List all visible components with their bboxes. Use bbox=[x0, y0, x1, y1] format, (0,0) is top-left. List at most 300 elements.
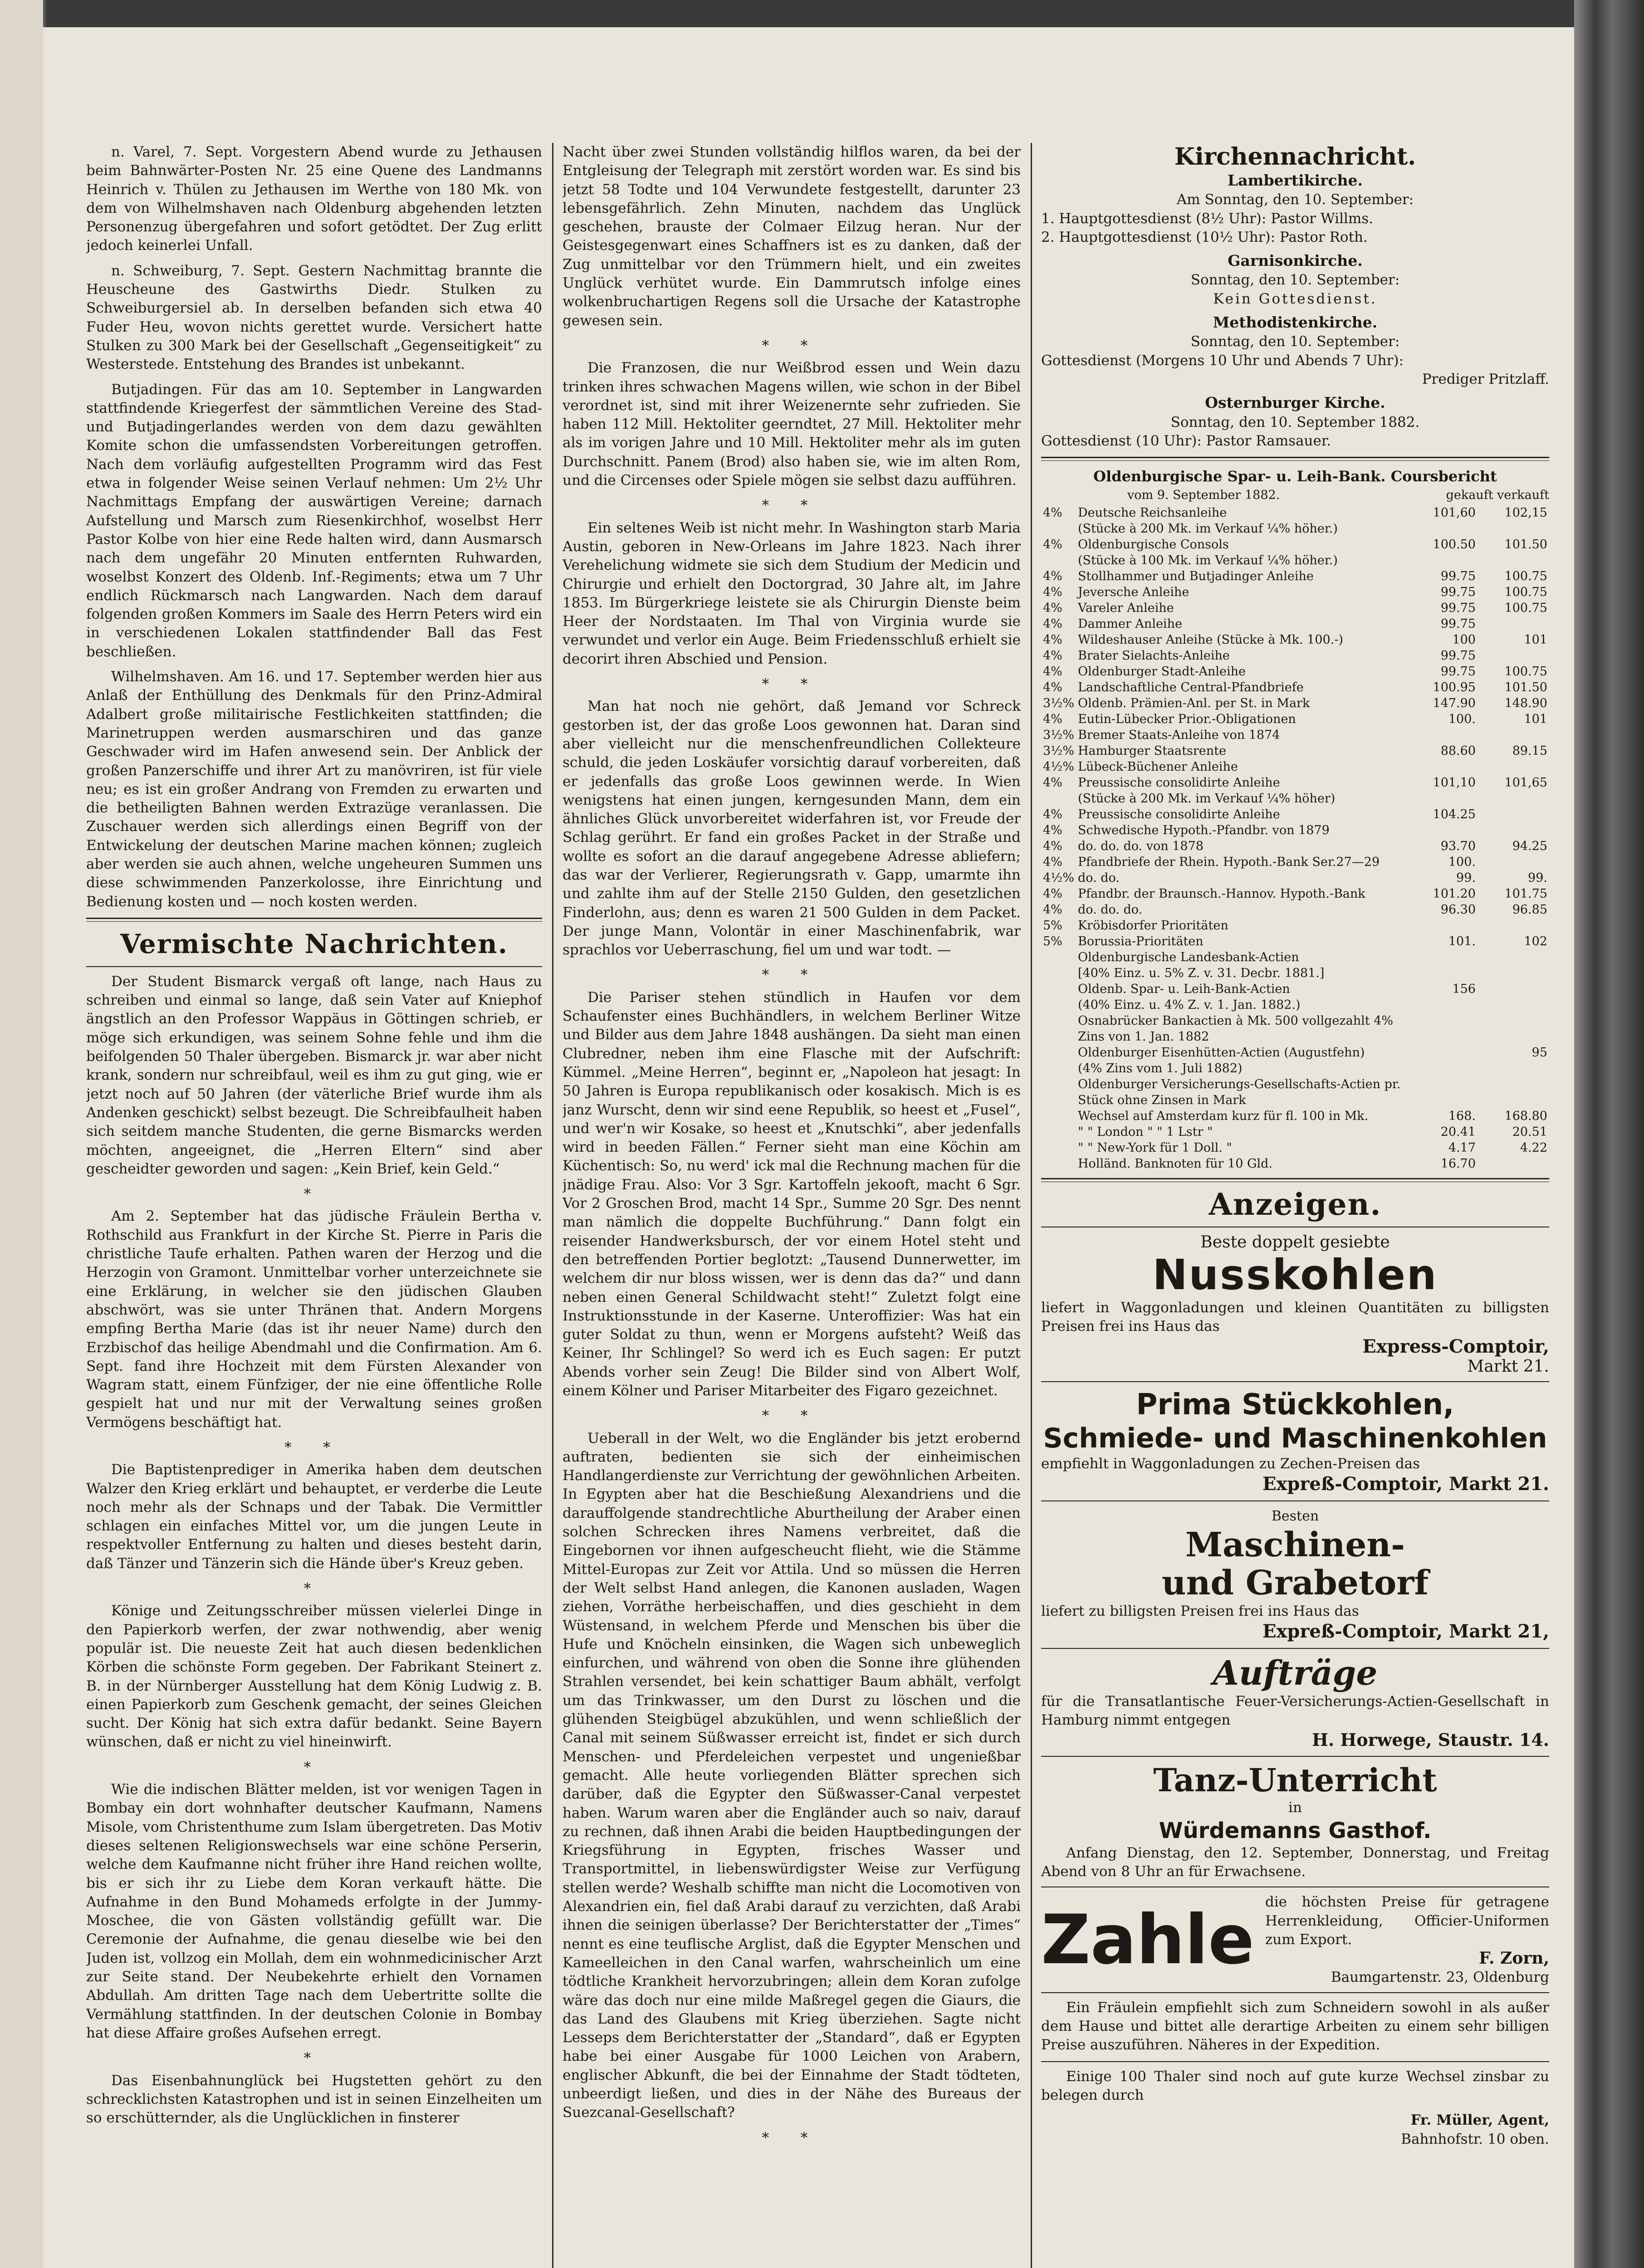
kurs-sell: 94.25 bbox=[1512, 839, 1547, 853]
article-walzer: Die Baptistenprediger in Amerika haben dem deutschen Walzer den Krieg erklärt und behauptet, er verderbe die Leute noch mehr als der Schnaps und der Tabak. Die Vermittler schlagen ein einfaches Mittel vor, um die jungen Leute in respektvoller Entfernung zu halten und dieses besteht darin, daß Tänzer und Tänzerin sich die Hände über's Kreuz geben. bbox=[86, 1461, 542, 1572]
kurs-sell bbox=[1478, 854, 1549, 870]
kurs-row bbox=[1041, 743, 1549, 759]
kurs-sell bbox=[1478, 965, 1549, 981]
kurs-buy bbox=[1406, 822, 1478, 838]
kurs-sell: 101.50 bbox=[1504, 537, 1547, 552]
kurs-row bbox=[1041, 1108, 1549, 1124]
kurs-buy: 101,60 bbox=[1433, 505, 1476, 520]
ad3-top: Besten bbox=[1271, 1508, 1319, 1525]
ad4-headline: Aufträge bbox=[1213, 1653, 1378, 1693]
kurs-rate: 4% bbox=[1043, 505, 1062, 520]
kurs-sell bbox=[1478, 1061, 1549, 1076]
kurs-rate bbox=[1041, 521, 1076, 537]
kurs-row bbox=[1041, 1140, 1549, 1156]
ad5-headline: Tanz-Unterricht bbox=[1153, 1761, 1437, 1799]
kurs-rate: 3½% bbox=[1043, 743, 1075, 758]
kurs-security: Pfandbr. der Braunsch.-Hannov. Hypoth.-Bank bbox=[1078, 886, 1365, 901]
kurs-sell: 100.75 bbox=[1504, 664, 1547, 679]
ad3-headline-2: und Grabetorf bbox=[1161, 1563, 1429, 1603]
kurs-security: Preussische consolidirte Anleihe bbox=[1078, 807, 1280, 821]
article-varel: n. Varel, 7. Sept. Vorgestern Abend wurde zu Jethausen beim Bahnwärter-Posten Nr. 25 eine Quene des Landmanns Heinrich v. Thülen zu Jethausen im Werthe von 180 Mk. von dem von Wilhelmshaven nach Oldenburg abgehenden letzten Personenzug übergefahren und sofort getödtet. Der Zug erlitt jedoch keinerlei Unfall. bbox=[86, 144, 542, 254]
kurs-header-buy: gekauft bbox=[1446, 488, 1493, 503]
article-separator: * * bbox=[762, 676, 822, 693]
kurs-sell: 168.80 bbox=[1504, 1109, 1547, 1123]
kurs-security: Oldenb. Prämien-Anl. per St. in Mark bbox=[1078, 696, 1310, 710]
kurs-rate bbox=[1041, 1092, 1076, 1108]
adjacent-page-edge bbox=[0, 0, 46, 2268]
kurs-rate bbox=[1041, 949, 1076, 965]
kurs-security: Schwedische Hypoth.-Pfandbr. von 1879 bbox=[1078, 823, 1330, 837]
church-garnison: Garnisonkirche. bbox=[1228, 252, 1363, 270]
kurs-row bbox=[1041, 695, 1549, 711]
kurs-sell: 89.15 bbox=[1512, 743, 1547, 758]
kurs-security: do. do. do. bbox=[1078, 902, 1143, 917]
kurs-buy bbox=[1406, 759, 1478, 775]
kurs-row bbox=[1041, 711, 1549, 727]
article-separator: * * bbox=[762, 2129, 822, 2146]
divider bbox=[1041, 1381, 1549, 1382]
kurs-sell: 101,65 bbox=[1504, 775, 1547, 790]
kurs-rate bbox=[1041, 1045, 1076, 1061]
kurs-rate bbox=[1041, 1029, 1076, 1045]
kurs-buy: 99.75 bbox=[1440, 569, 1476, 583]
kurs-sell: 20.51 bbox=[1512, 1124, 1547, 1139]
ad8-firm: Fr. Müller, Agent, bbox=[1410, 2112, 1549, 2129]
kurs-buy: 16.70 bbox=[1440, 1156, 1476, 1171]
kurs-rate bbox=[1041, 997, 1076, 1013]
kurs-sell bbox=[1478, 791, 1549, 807]
kurs-sell: 101 bbox=[1524, 712, 1547, 726]
kurs-row bbox=[1041, 759, 1549, 775]
article-schweiburg: n. Schweiburg, 7. Sept. Gestern Nachmittag brannte die Heuscheune des Gastwirths Diedr. Stulken zu Schweiburgersiel ab. In derselben befanden sich etwa 40 Fuder Heu, wovon nichts gerettet wurde. Versichert hatte Stulken zu 300 Mark bei der Gesellschaft „Gegenseitigkeit“ zu Westerstede. Entstehung des Brandes ist unbekannt. bbox=[86, 262, 542, 373]
kurs-security: Zins von 1. Jan. 1882 bbox=[1078, 1029, 1209, 1044]
church-lamberti: Lambertikirche. bbox=[1227, 171, 1363, 189]
section-divider bbox=[1041, 457, 1549, 461]
kurs-buy: 101,10 bbox=[1433, 775, 1476, 790]
kurs-security: do. do. bbox=[1078, 870, 1120, 885]
article-separator: * bbox=[303, 2050, 325, 2067]
kurs-title: Oldenburgische Spar- u. Leih-Bank. Coursbericht bbox=[1093, 468, 1497, 485]
kurs-rate bbox=[1041, 1156, 1076, 1172]
kurs-buy bbox=[1406, 1061, 1478, 1076]
kurs-buy: 4.17 bbox=[1448, 1140, 1476, 1155]
kurs-row bbox=[1041, 934, 1549, 949]
kurs-table bbox=[1041, 505, 1549, 1172]
kurs-sell bbox=[1478, 1156, 1549, 1172]
church-methodist-preacher: Prediger Pritzlaff. bbox=[1422, 371, 1549, 387]
kurs-security: Dammer Anleihe bbox=[1078, 616, 1182, 631]
kurs-rate: 3½% bbox=[1043, 728, 1075, 742]
kurs-security: Hamburger Staatsrente bbox=[1078, 743, 1226, 758]
kurs-sell bbox=[1478, 616, 1549, 632]
church-osternburg-date: Sonntag, den 10. September 1882. bbox=[1170, 414, 1420, 430]
kurs-rate: 5% bbox=[1043, 918, 1062, 933]
kurs-sell: 99. bbox=[1528, 870, 1547, 885]
kurs-rate: 4% bbox=[1043, 680, 1062, 694]
kurs-buy bbox=[1406, 1013, 1478, 1029]
kurs-buy bbox=[1406, 918, 1478, 934]
article-separator: * bbox=[303, 1186, 325, 1202]
kurs-rate: 5% bbox=[1043, 934, 1062, 948]
kurs-buy bbox=[1406, 1076, 1478, 1092]
ad6-headline: Zahle bbox=[1041, 1900, 1254, 1980]
kurs-row bbox=[1041, 870, 1549, 886]
kurs-row bbox=[1041, 584, 1549, 600]
kurs-sell: 148.90 bbox=[1504, 696, 1547, 710]
ad1-headline: Nusskohlen bbox=[1152, 1251, 1438, 1300]
ad1-firm: Express-Comptoir, bbox=[1362, 1335, 1549, 1357]
kurs-security: Oldenb. Spar- u. Leih-Bank-Actien bbox=[1078, 982, 1290, 996]
church-lamberti-service-2: 2. Hauptgottesdienst (10½ Uhr): Pastor Roth. bbox=[1041, 229, 1368, 245]
kurs-row bbox=[1041, 664, 1549, 679]
ad4-firm: H. Horwege, Staustr. 14. bbox=[1311, 1730, 1549, 1750]
kurs-sell bbox=[1478, 981, 1549, 997]
kurs-sell bbox=[1478, 1013, 1549, 1029]
kurs-buy: 100. bbox=[1448, 712, 1476, 726]
church-garnison-text: Kein Gottesdienst. bbox=[1213, 290, 1377, 307]
kurs-sell: 96.85 bbox=[1512, 902, 1547, 917]
church-osternburg-text: Gottesdienst (10 Uhr): Pastor Ramsauer. bbox=[1041, 432, 1331, 449]
ad8-text: Einige 100 Thaler sind noch auf gute kurze Wechsel zinsbar zu belegen durch bbox=[1041, 2068, 1549, 2103]
kurs-row bbox=[1041, 568, 1549, 584]
article-separator: * bbox=[303, 1759, 325, 1775]
kurs-date: vom 9. September 1882. bbox=[1127, 488, 1280, 503]
article-englaender: Ueberall in der Welt, wo die Engländer bis jetzt erobernd auftraten, bedienten sie sich der einheimischen Handlangerdienste zur Verrichtung der gewöhnlichen Arbeiten. In Egypten aber hat die Beschießung Alexandriens und die darauffolgende standrechtliche Aburtheilung der Araber einen solchen Schrecken ihres Namens verbreitet, daß die Eingebornen vor ihnen aufgescheucht flieht, wie die Stämme Mittel-Europas zur Zeit vor Attila. Und so müssen die Herren der Welt selbst Hand anlegen, die Kanonen ausladen, Wagen ziehen, Vorräthe herbeischaffen, und dies geschieht in dem Wüstensand, in welchem Pferde und Menschen bis über die Hufe und Knöcheln einsinken, die Wagen sich unbeweglich einfurchen, und während von oben die Sonne ihre glühenden Strahlen versendet, bei kein schattiger Baum abhält, verfolgt um das Trinkwasser, um den Durst zu löschen und die glühenden Steigbügel abzukühlen, und wenn schließlich der Canal mit seinem Süßwasser erreicht ist, findet er sich durch Menschen- und Pferdeleichen verpestet und ungenießbar gemacht. Alle heute vorliegenden Blätter sprechen sich darüber, daß die Egypter den Süßwasser-Canal verpestet haben. Warum waren aber die Engländer auch so naiv, darauf zu rechnen, daß ihnen Arabi die beiden Hauptbedingungen der Kriegsführung in Egypten, frisches Wasser und Transportmittel, in liebenswürdigster Weise zur Verfügung stellen werde? Weshalb schiffte man nicht die Locomotiven von Alexandrien ein, fiel daß Arabi darauf zu verzichten, daß Arabi ihnen die seinigen überlasse? Der Berichterstatter der „Times“ nennt es eine teuflische Arglist, daß die Egypter Menschen und Kameelleichen in den Canal warfen, wahrscheinlich um eine tödtliche Krankheit hervorzubringen; allein dem Koran zufolge wäre das doch nur eine milde Maßregel gegen die Giaurs, die das Land des Glaubens mit Krieg überziehen. Sagte nicht Lesseps dem Berichterstatter der „Standard“, daß er Egypten habe bei einer Ausgabe für 1000 Leichen von Arabern, englischer Abkunft, die bei der Einnahme der Stadt tödteten, unbeerdigt ließen, und dies in der Nähe des Bureaus der Suezcanal-Gesellschaft? bbox=[563, 1430, 1021, 2121]
kurs-row bbox=[1041, 632, 1549, 648]
kurs-rate: 4% bbox=[1043, 632, 1062, 647]
kurs-buy: 99.75 bbox=[1440, 648, 1476, 663]
kurs-row bbox=[1041, 791, 1549, 807]
kurs-row bbox=[1041, 775, 1549, 791]
article-papierkorb: Könige und Zeitungsschreiber müssen vielerlei Dinge in den Papierkorb werfen, der zwar nothwendig, aber wenig populär ist. Die neueste Zeit hat auch diesen bedenklichen Körben die schönste Form gegeben. Der Fabrikant Steinert z. B. in der Nürnberger Ausstellung hat dem König Ludwig z. B. einen Papierkorb zum Geschenk gemacht, der seines Gleichen sucht. Der König hat sich extra dafür bedankt. Seine Bayern wünschen, daß er nicht zu viel hineinwirft. bbox=[86, 1603, 542, 1750]
kurs-row bbox=[1041, 552, 1549, 568]
kurs-buy bbox=[1406, 727, 1478, 743]
divider bbox=[1041, 1648, 1549, 1649]
column-2 bbox=[563, 143, 1021, 2268]
kurs-row bbox=[1041, 1124, 1549, 1140]
ad3-text: liefert zu billigsten Preisen frei ins Haus das bbox=[1041, 1603, 1359, 1619]
article-seltenes-weib: Ein seltenes Weib ist nicht mehr. In Washington starb Maria Austin, geboren in New-Orleans im Jahre 1823. Nach ihrer Verehelichung widmete sie sich dem Studium der Medicin und Chirurgie und erhielt den Doctorgrad, 30 Jahre alt, im Jahre 1853. Im Bürgerkriege leistete sie als Chirurgin Dienste beim Heer der Nordstaaten. Im Thal von Virginia wurde sie verwundet und verlor ein Auge. Beim Friedensschluß erhielt sie decorirt ihren Abschied und Pension. bbox=[563, 519, 1021, 667]
kurs-security: Oldenburger Eisenhütten-Actien (Augustfehn) bbox=[1078, 1045, 1365, 1060]
kurs-row bbox=[1041, 1013, 1549, 1029]
kurs-row bbox=[1041, 902, 1549, 918]
kurs-buy: 99.75 bbox=[1440, 664, 1476, 679]
kurs-buy bbox=[1406, 997, 1478, 1013]
kurs-buy: 100.50 bbox=[1433, 537, 1476, 552]
column-3 bbox=[1041, 143, 1549, 2268]
kurs-row bbox=[1041, 600, 1549, 616]
kurs-buy bbox=[1406, 552, 1478, 568]
kurs-sell bbox=[1478, 1092, 1549, 1108]
divider bbox=[1041, 1756, 1549, 1757]
kurs-sell bbox=[1478, 807, 1549, 822]
kurs-rate bbox=[1041, 1124, 1076, 1140]
article-butjadingen: Butjadingen. Für das am 10. September in Langwarden stattfindende Kriegerfest der sämmtlichen Vereine des Stad- und Butjadingerlandes werden von dem dazu gewählten Komite schon die umfassendsten Vorbereitungen getroffen. Nach dem vorläufig aufgestellten Programm wird das Fest etwa in folgender Weise seinen Verlauf nehmen: Um 2½ Uhr Nachmittags Empfang der auswärtigen Vereine; darnach Aufstellung und Marsch zum Riesenkirchhof, woselbst Herr Pastor Kolbe von hier eine Rede halten wird, dann Ausmarsch nach dem ungefähr 20 Minuten entfernten Ruhwarden, woselbst Konzert des Oldenb. Inf.-Regiments; etwa um 7 Uhr endlich Rückmarsch nach Langwarden. Nach dem darauf folgenden großen Kommers im Saale des Herrn Peters wird ein in verschiedenen Lokalen stattfindender Ball das Fest beschließen. bbox=[86, 381, 542, 660]
kurs-security: Stück ohne Zinsen in Mark bbox=[1078, 1093, 1246, 1107]
divider bbox=[86, 966, 542, 967]
ad2-firm: Expreß-Comptoir, Markt 21. bbox=[1262, 1473, 1549, 1495]
article-grosses-loos: Man hat noch nie gehört, daß Jemand vor Schreck gestorben ist, der das große Loos gewonnen hat. Daran sind aber vielleicht nur die menschenfreundlichen Collekteure schuld, die jeden Loskäufer vorsichtig darauf vorbereiten, daß er jedenfalls das große Loos gewinnen werde. In Wien wenigstens hat einen jungen, kerngesunden Mann, dem ein ähnliches Glück unvorbereitet widerfahren ist, vor Freude der Schlag gerührt. Er fand ein großes Packet in der Straße und wollte es sofort an die darauf angegebene Adresse abliefern; das war der Verlierer, Regierungsrath v. Gapp, umarmte ihn und zahlte ihm auf der Stelle 2150 Gulden, den gesetzlichen Finderlohn, aus; denn es waren 21 500 Gulden in dem Packet. Der junge Mann, Volontär in einer Maschinenfabrik, war sprachlos vor Ueberraschung, fiel um und war todt. — bbox=[563, 698, 1021, 958]
kurs-buy: 93.70 bbox=[1440, 839, 1476, 853]
church-lamberti-date: Am Sonntag, den 10. September: bbox=[1176, 191, 1414, 208]
kurs-security: Osnabrücker Bankactien à Mk. 500 vollgezahlt 4% bbox=[1078, 1013, 1393, 1028]
kurs-buy: 104.25 bbox=[1433, 807, 1476, 821]
ad4-text: für die Transatlantische Feuer-Versicherungs-Actien-Gesellschaft in Hamburg nimmt entgegen bbox=[1041, 1693, 1549, 1729]
kurs-row bbox=[1041, 1045, 1549, 1061]
kurs-rate: 3½% bbox=[1043, 696, 1075, 710]
ad2-headline-2: Schmiede- und Maschinenkohlen bbox=[1043, 1422, 1547, 1454]
kurs-rate: 4% bbox=[1043, 664, 1062, 679]
kurs-sell bbox=[1478, 997, 1549, 1013]
church-methodist: Methodistenkirche. bbox=[1213, 313, 1378, 332]
kurs-security: (Stücke à 100 Mk. im Verkauf ¼% höher.) bbox=[1078, 553, 1338, 567]
kurs-rate bbox=[1041, 552, 1076, 568]
kurs-rate: 4% bbox=[1043, 855, 1062, 869]
kurs-rate: 4% bbox=[1043, 839, 1062, 853]
kurs-security: (Stücke à 200 Mk. im Verkauf ¼% höher.) bbox=[1078, 521, 1338, 536]
kurs-buy: 168. bbox=[1448, 1109, 1476, 1123]
kurs-buy: 99. bbox=[1456, 870, 1476, 885]
article-bismarck: Der Student Bismarck vergaß oft lange, nach Haus zu schreiben und einmal so lange, daß sein Vater auf Kniephof ängstlich an den Professor Wappäus in Göttingen schrieb, er möge sich erkundigen, was seinem Sohne fehle und ihm die beifolgenden 50 Thaler übergeben. Bismarck jr. war aber nicht krank, sondern nur schreibfaul, weil es ihm zu gut ging, wie er jetzt noch auf 50 Jahren (der väterliche Brief wurde ihm als Andenken geschickt) selbst bezeugt. Die Schreibfaulheit haben sich seitdem manche Studenten, die gerne Bismarcks werden möchten, angeeignet, die „Herren Eltern“ sind aber gescheidter geworden und sagen: „Kein Brief, kein Geld.“ bbox=[86, 973, 542, 1177]
kurs-security: Oldenburger Versicherungs-Gesellschafts-Actien pr. bbox=[1078, 1077, 1401, 1091]
kurs-rate: 4½% bbox=[1043, 870, 1075, 885]
kurs-row bbox=[1041, 918, 1549, 934]
ad5-place: Würdemanns Gasthof. bbox=[1159, 1818, 1432, 1843]
kurs-buy: 88.60 bbox=[1440, 743, 1476, 758]
kurs-buy bbox=[1406, 1029, 1478, 1045]
kurs-sell bbox=[1478, 1029, 1549, 1045]
kurs-rate: 4% bbox=[1043, 712, 1062, 726]
ad1-text: liefert in Waggonladungen und kleinen Quantitäten zu billigsten Preisen frei ins Haus das bbox=[1041, 1300, 1549, 1335]
church-methodist-date: Sonntag, den 10. September: bbox=[1190, 333, 1400, 350]
kurs-buy: 99.75 bbox=[1440, 616, 1476, 631]
kurs-sell: 102 bbox=[1524, 934, 1547, 948]
church-osternburg: Osternburger Kirche. bbox=[1205, 394, 1385, 412]
ads-heading: Anzeigen. bbox=[1209, 1186, 1382, 1222]
kurs-rate: 4% bbox=[1043, 775, 1062, 790]
kurs-sell: 101 bbox=[1524, 632, 1547, 647]
column-rule bbox=[552, 143, 553, 2268]
article-rothschild: Am 2. September hat das jüdische Fräulein Bertha v. Rothschild aus Frankfurt in der Kirche St. Pierre in Paris die christliche Taufe erhalten. Pathen waren der Herzog und die Herzogin von Gramont. Unmittelbar vorher unterzeichnete sie eine Erklärung, in welcher sie den jüdischen Glauben abschwört, was sie unter Thränen that. Andern Morgens empfing Bertha Marie (das ist ihr neuer Name) durch den Erzbischof das heilige Abendmahl und die Confirmation. Am 6. Sept. fand ihre Hochzeit mit dem Fürsten Alexander von Wagram statt, einem Fünfziger, der nie eine öffentliche Rolle gespielt hat und nur mit der Verwaltung seines großen Vermögens beschäftigt hat. bbox=[86, 1208, 542, 1431]
kurs-row bbox=[1041, 679, 1549, 695]
church-heading: Kirchennachricht. bbox=[1174, 143, 1416, 171]
kurs-header-sell: verkauft bbox=[1497, 488, 1549, 503]
ad3-firm: Expreß-Comptoir, Markt 21, bbox=[1262, 1620, 1549, 1642]
column-rule bbox=[1031, 143, 1032, 2268]
church-lamberti-service-1: 1. Hauptgottesdienst (8½ Uhr): Pastor Willms. bbox=[1041, 210, 1374, 227]
kurs-security: Stollhammer und Butjadinger Anleihe bbox=[1078, 569, 1314, 583]
kurs-security: Oldenburgische Landesbank-Actien bbox=[1078, 950, 1299, 964]
kurs-rate: 4% bbox=[1043, 569, 1062, 583]
ad5-text: Anfang Dienstag, den 12. September, Donnerstag, und Freitag Abend von 8 Uhr an für Erwachsene. bbox=[1041, 1844, 1549, 1880]
kurs-row bbox=[1041, 886, 1549, 902]
ad1-top: Beste doppelt gesiebte bbox=[1200, 1232, 1390, 1251]
kurs-row bbox=[1041, 521, 1549, 537]
kurs-buy bbox=[1406, 949, 1478, 965]
ad7-text: Ein Fräulein empfiehlt sich zum Schneidern sowohl in als außer dem Hause und bittet alle derartige Arbeiten zu einem sehr billigen Preise auszuführen. Näheres in der Expedition. bbox=[1041, 1999, 1549, 2053]
kurs-security: do. do. do. von 1878 bbox=[1078, 839, 1204, 853]
kurs-security: Oldenburger Stadt-Anleihe bbox=[1078, 664, 1246, 679]
kurs-rate bbox=[1041, 1108, 1076, 1124]
kurs-security: Kröbisdorfer Prioritäten bbox=[1078, 918, 1228, 933]
kurs-sell: 100.75 bbox=[1504, 585, 1547, 599]
kurs-security: Bremer Staats-Anleihe von 1874 bbox=[1078, 728, 1280, 742]
kurs-row bbox=[1041, 807, 1549, 822]
section-divider bbox=[86, 918, 542, 922]
article-separator: * * bbox=[762, 1408, 822, 1424]
kurs-sell bbox=[1478, 949, 1549, 965]
kurs-security: Vareler Anleihe bbox=[1078, 601, 1174, 615]
kurs-buy: 20.41 bbox=[1440, 1124, 1476, 1139]
kurs-row bbox=[1041, 537, 1549, 552]
kurs-security: Brater Sielachts-Anleihe bbox=[1078, 648, 1230, 663]
section-divider bbox=[1041, 1178, 1549, 1182]
kurs-buy: 99.75 bbox=[1440, 601, 1476, 615]
kurs-row bbox=[1041, 981, 1549, 997]
ad6-address: Baumgartenstr. 23, Oldenburg bbox=[1331, 1969, 1549, 1985]
kurs-sell bbox=[1478, 759, 1549, 775]
kurs-rate: 4% bbox=[1043, 886, 1062, 901]
kurs-security: (Stücke à 200 Mk. im Verkauf ¼% höher) bbox=[1078, 791, 1336, 806]
kurs-buy: 96.30 bbox=[1440, 902, 1476, 917]
kurs-rate bbox=[1041, 1076, 1076, 1092]
kurs-row bbox=[1041, 648, 1549, 664]
kurs-security: (4% Zins vom 1. Juli 1882) bbox=[1078, 1061, 1243, 1075]
kurs-buy: 99.75 bbox=[1440, 585, 1476, 599]
article-hugstetten: Das Eisenbahnunglück bei Hugstetten gehört zu den schrecklichsten Katastrophen und ist in seinen Einzelheiten um so erschütternder, als die Unglücklichen in finsterer bbox=[86, 2072, 542, 2126]
book-spine-edge bbox=[1574, 0, 1644, 2268]
kurs-security: Pfandbriefe der Rhein. Hypoth.-Bank Ser.27—29 bbox=[1078, 855, 1380, 869]
kurs-rate bbox=[1041, 965, 1076, 981]
kurs-row bbox=[1041, 1156, 1549, 1172]
kurs-buy: 101. bbox=[1448, 934, 1476, 948]
ad3-headline-1: Maschinen- bbox=[1185, 1525, 1405, 1564]
article-separator: * * bbox=[762, 497, 822, 514]
kurs-buy: 100 bbox=[1452, 632, 1476, 647]
kurs-rate bbox=[1041, 1061, 1076, 1076]
kurs-sell: 100.75 bbox=[1504, 569, 1547, 583]
kurs-rate: 4% bbox=[1043, 902, 1062, 917]
article-separator: * * bbox=[762, 967, 822, 983]
kurs-buy: 156 bbox=[1452, 982, 1476, 996]
kurs-sell bbox=[1478, 648, 1549, 664]
kurs-sell: 100.75 bbox=[1504, 601, 1547, 615]
newspaper-page bbox=[43, 27, 1574, 2268]
kurs-rate: 4% bbox=[1043, 823, 1062, 837]
kurs-sell bbox=[1478, 521, 1549, 537]
kurs-rate: 4% bbox=[1043, 807, 1062, 821]
kurs-sell: 101.75 bbox=[1504, 886, 1547, 901]
kurs-buy: 147.90 bbox=[1433, 696, 1476, 710]
kurs-security: Wildeshauser Anleihe (Stücke à Mk. 100.-) bbox=[1078, 632, 1343, 647]
kurs-sell bbox=[1478, 822, 1549, 838]
kurs-buy bbox=[1406, 1045, 1478, 1061]
kurs-sell: 4.22 bbox=[1520, 1140, 1547, 1155]
kurs-security: Eutin-Lübecker Prior.-Obligationen bbox=[1078, 712, 1296, 726]
kurs-sell bbox=[1478, 1076, 1549, 1092]
kurs-row bbox=[1041, 965, 1549, 981]
kurs-buy: 100.95 bbox=[1433, 680, 1476, 694]
kurs-sell bbox=[1478, 727, 1549, 743]
church-methodist-text: Gottesdienst (Morgens 10 Uhr und Abends 7 Uhr): bbox=[1041, 352, 1404, 369]
kurs-security: Oldenburgische Consols bbox=[1078, 537, 1229, 552]
kurs-rate: 4% bbox=[1043, 616, 1062, 631]
kurs-sell: 95 bbox=[1531, 1045, 1547, 1060]
kurs-rate: 4% bbox=[1043, 585, 1062, 599]
column-1 bbox=[86, 143, 542, 2268]
kurs-sell bbox=[1478, 918, 1549, 934]
kurs-security: Jeversche Anleihe bbox=[1078, 585, 1189, 599]
kurs-security: " " London " " 1 Lstr " bbox=[1078, 1124, 1213, 1139]
kurs-buy bbox=[1406, 791, 1478, 807]
article-berliner-witze: Die Pariser stehen stündlich in Haufen vor dem Schaufenster eines Buchhändlers, in welchem Berliner Witze und Bilder aus dem Jahre 1848 aushängen. Da sieht man einen Clubredner, neben ihm eine Flasche mit der Aufschrift: Kümmel. „Meine Herren“, beginnt er, „Napoleon hat jesagt: In 50 Jahren is Europa republikanisch oder kosakisch. Mich is es janz Wurscht, denn wir sind eene Republik, so heest et „Fusel“, und wer'n wir Kosake, so heest et „Knutschki“, aber jedenfalls wird in beeden Fällen.“ Ferner sieht man eine Köchin am Küchentisch: So, nu werd' ick mal die Rechnung machen für die jnädige Frau. Also: Vor 3 Sgr. Kartoffeln jekooft, macht 6 Sgr. Vor 2 Groschen Brod, macht 14 Spr., Summe 20 Sgr. Des nennt man nämlich die doppelte Buchführung.“ Dann folgt ein reisender Handwerksbursch, der vor einem Hotel steht und den betreffenden Portier beglotzt: „Tausend Dunnerwetter, im welchem dir nur bloss wissen, wer is denn das da?“ und dann neben einen General Schildwacht steht!“ Zuletzt folgt eine Instruktionsstunde in der Kaserne. Unteroffizier: Was hat ein guter Soldat zu thun, wenn er Morgens aufsteht? Weiß das Keiner, Ihr Schlingel? So werd ich es Euch sagen: Er putzt Abends vorher sein Zeug! Die Bilder sind von Albert Wolf, einem Kölner und Pariser Mitarbeiter des Figaro gezeichnet. bbox=[563, 989, 1021, 1399]
kurs-rate bbox=[1041, 1013, 1076, 1029]
kurs-row bbox=[1041, 838, 1549, 854]
kurs-rate: 4% bbox=[1043, 601, 1062, 615]
kurs-security: Preussische consolidirte Anleihe bbox=[1078, 775, 1280, 790]
kurs-row bbox=[1041, 616, 1549, 632]
kurs-rate bbox=[1041, 791, 1076, 807]
kurs-buy bbox=[1406, 521, 1478, 537]
kurs-rate: 4% bbox=[1043, 648, 1062, 663]
kurs-security: (40% Einz. u. 4% Z. v. 1. Jan. 1882.) bbox=[1078, 997, 1301, 1012]
kurs-row bbox=[1041, 1092, 1549, 1108]
kurs-security: [40% Einz. u. 5% Z. v. 31. Decbr. 1881.] bbox=[1078, 966, 1325, 980]
article-separator: * * bbox=[284, 1439, 344, 1456]
kurs-row bbox=[1041, 505, 1549, 521]
article-separator: * * bbox=[762, 337, 822, 354]
kurs-security: Wechsel auf Amsterdam kurz für fl. 100 in Mk. bbox=[1078, 1109, 1369, 1123]
ad1-address: Markt 21. bbox=[1467, 1357, 1549, 1376]
article-wilhelmshaven: Wilhelmshaven. Am 16. und 17. September werden hier aus Anlaß der Enthüllung des Denkmals für den Prinz-Admiral Adalbert große militairische Festlichkeiten stattfinden; die Marinetruppen werden ausmarschiren und das ganze Geschwader wird im Hafen anwesend sein. Der Anblick der großen Panzerschiffe und ihrer Art zu manövriren, ist für viele neu; es ist ein großer Andrang von Fremden zu erwarten und die betheiligten Bahnen werden Extrazüge veranlassen. Die Zuschauer werden sich allerdings einen Begriff von der Entwickelung der deutschen Marine machen können; zugleich aber werden sie auch ahnen, welche ungeheuren Summen uns diese schwimmenden Panzerkolosse, ihre Einrichtung und Bedienung kosten und — noch kosten werden. bbox=[86, 669, 542, 910]
kurs-security: Deutsche Reichsanleihe bbox=[1078, 505, 1227, 520]
section-heading-vermischte: Vermischte Nachrichten. bbox=[120, 928, 508, 959]
kurs-security: Landschaftliche Central-Pfandbriefe bbox=[1078, 680, 1304, 694]
kurs-rate bbox=[1041, 981, 1076, 997]
kurs-row bbox=[1041, 1076, 1549, 1092]
kurs-row bbox=[1041, 822, 1549, 838]
kurs-row bbox=[1041, 727, 1549, 743]
ad5-in: in bbox=[1288, 1799, 1302, 1816]
kurs-sell: 101.50 bbox=[1504, 680, 1547, 694]
ad6-text: die höchsten Preise für getragene Herrenkleidung, Officier-Uniformen zum Export. bbox=[1265, 1894, 1549, 1948]
kurs-security: Holländ. Banknoten für 10 Gld. bbox=[1078, 1156, 1273, 1171]
article-hugstetten-cont: Nacht über zwei Stunden vollständig hilflos waren, da bei der Entgleisung der Telegraph mit zerstört worden war. Es sind bis jetzt 58 Todte und 104 Verwundete festgestellt, darunter 23 lebensgefährlich. Zehn Minuten, nachdem das Unglück geschehen, brauste der Colmaer Eilzug heran. Nur der Geistesgegenwart eines Schaffners ist es zu danken, daß der Zug unmittelbar vor den Trümmern hielt, und ein zweites Unglück verhütet wurde. Ein Dammrutsch infolge eines wolkenbruchartigen Regens soll die Ursache der Katastrophe gewesen sein. bbox=[563, 144, 1021, 329]
ad6-firm: F. Zorn, bbox=[1479, 1949, 1549, 1968]
kurs-rate: 4½% bbox=[1043, 759, 1075, 774]
ad8-address: Bahnhofstr. 10 oben. bbox=[1401, 2131, 1549, 2147]
church-garnison-date: Sonntag, den 10. September: bbox=[1190, 272, 1400, 288]
kurs-row bbox=[1041, 854, 1549, 870]
article-islam: Wie die indischen Blätter melden, ist vor wenigen Tagen in Bombay ein dort wohnhafter deutscher Kaufmann, Namens Misole, vom Christenthume zum Islam übergetreten. Das Motiv dieses seltenen Religionswechsels war eine schöne Perserin, welche dem Kaufmanne nicht früher ihre Hand reichen wollte, bis er sich ihr zu Liebe dem Koran verkauft hätte. Die Aufnahme in den Bund Mohameds erfolgte in der Jummy-Moschee, die von Gästen vollständig gefüllt war. Die Ceremonie der Aufnahme, die genau dieselbe wie bei den Juden ist, vollzog ein Mollah, dem ein wohnmedicinischer Arzt zur Seite stand. Der Neubekehrte erhielt den Vornamen Abdullah. Am dritten Tage nach dem Uebertritte sollte die Vermählung stattfinden. In der deutschen Colonie in Bombay hat diese Affaire großes Aufsehen erregt. bbox=[86, 1781, 542, 2041]
kurs-buy bbox=[1406, 965, 1478, 981]
kurs-rate: 4% bbox=[1043, 537, 1062, 552]
kurs-security: " " New-York für 1 Doll. " bbox=[1078, 1140, 1232, 1155]
divider bbox=[1041, 2061, 1549, 2062]
kurs-sell: 102,15 bbox=[1504, 505, 1547, 520]
kurs-row bbox=[1041, 949, 1549, 965]
kurs-buy bbox=[1406, 1092, 1478, 1108]
kurs-sell bbox=[1478, 552, 1549, 568]
kurs-buy: 100. bbox=[1448, 855, 1476, 869]
article-separator: * bbox=[303, 1580, 325, 1597]
divider bbox=[1041, 1992, 1549, 1993]
kurs-row bbox=[1041, 1061, 1549, 1076]
kurs-row bbox=[1041, 1029, 1549, 1045]
article-franzosen: Die Franzosen, die nur Weißbrod essen und Wein dazu trinken ihres schwachen Magens willen, wie schon in der Bibel verordnet ist, sind mit ihrer Weizenernte sehr zufrieden. Sie haben 112 Mill. Hektoliter geerndtet, 27 Mill. Hektoliter mehr als im vorigen Jahre und 10 Mill. Hektoliter mehr als im guten Durchschnitt. Panem (Brod) also haben sie, wie im alten Rom, und die Circenses oder Spiele mögen sie selbst dazu aufführen. bbox=[563, 360, 1021, 489]
ad2-text: empfiehlt in Waggonladungen zu Zechen-Preisen das bbox=[1041, 1455, 1420, 1472]
kurs-security: Lübeck-Büchener Anleihe bbox=[1078, 759, 1238, 774]
